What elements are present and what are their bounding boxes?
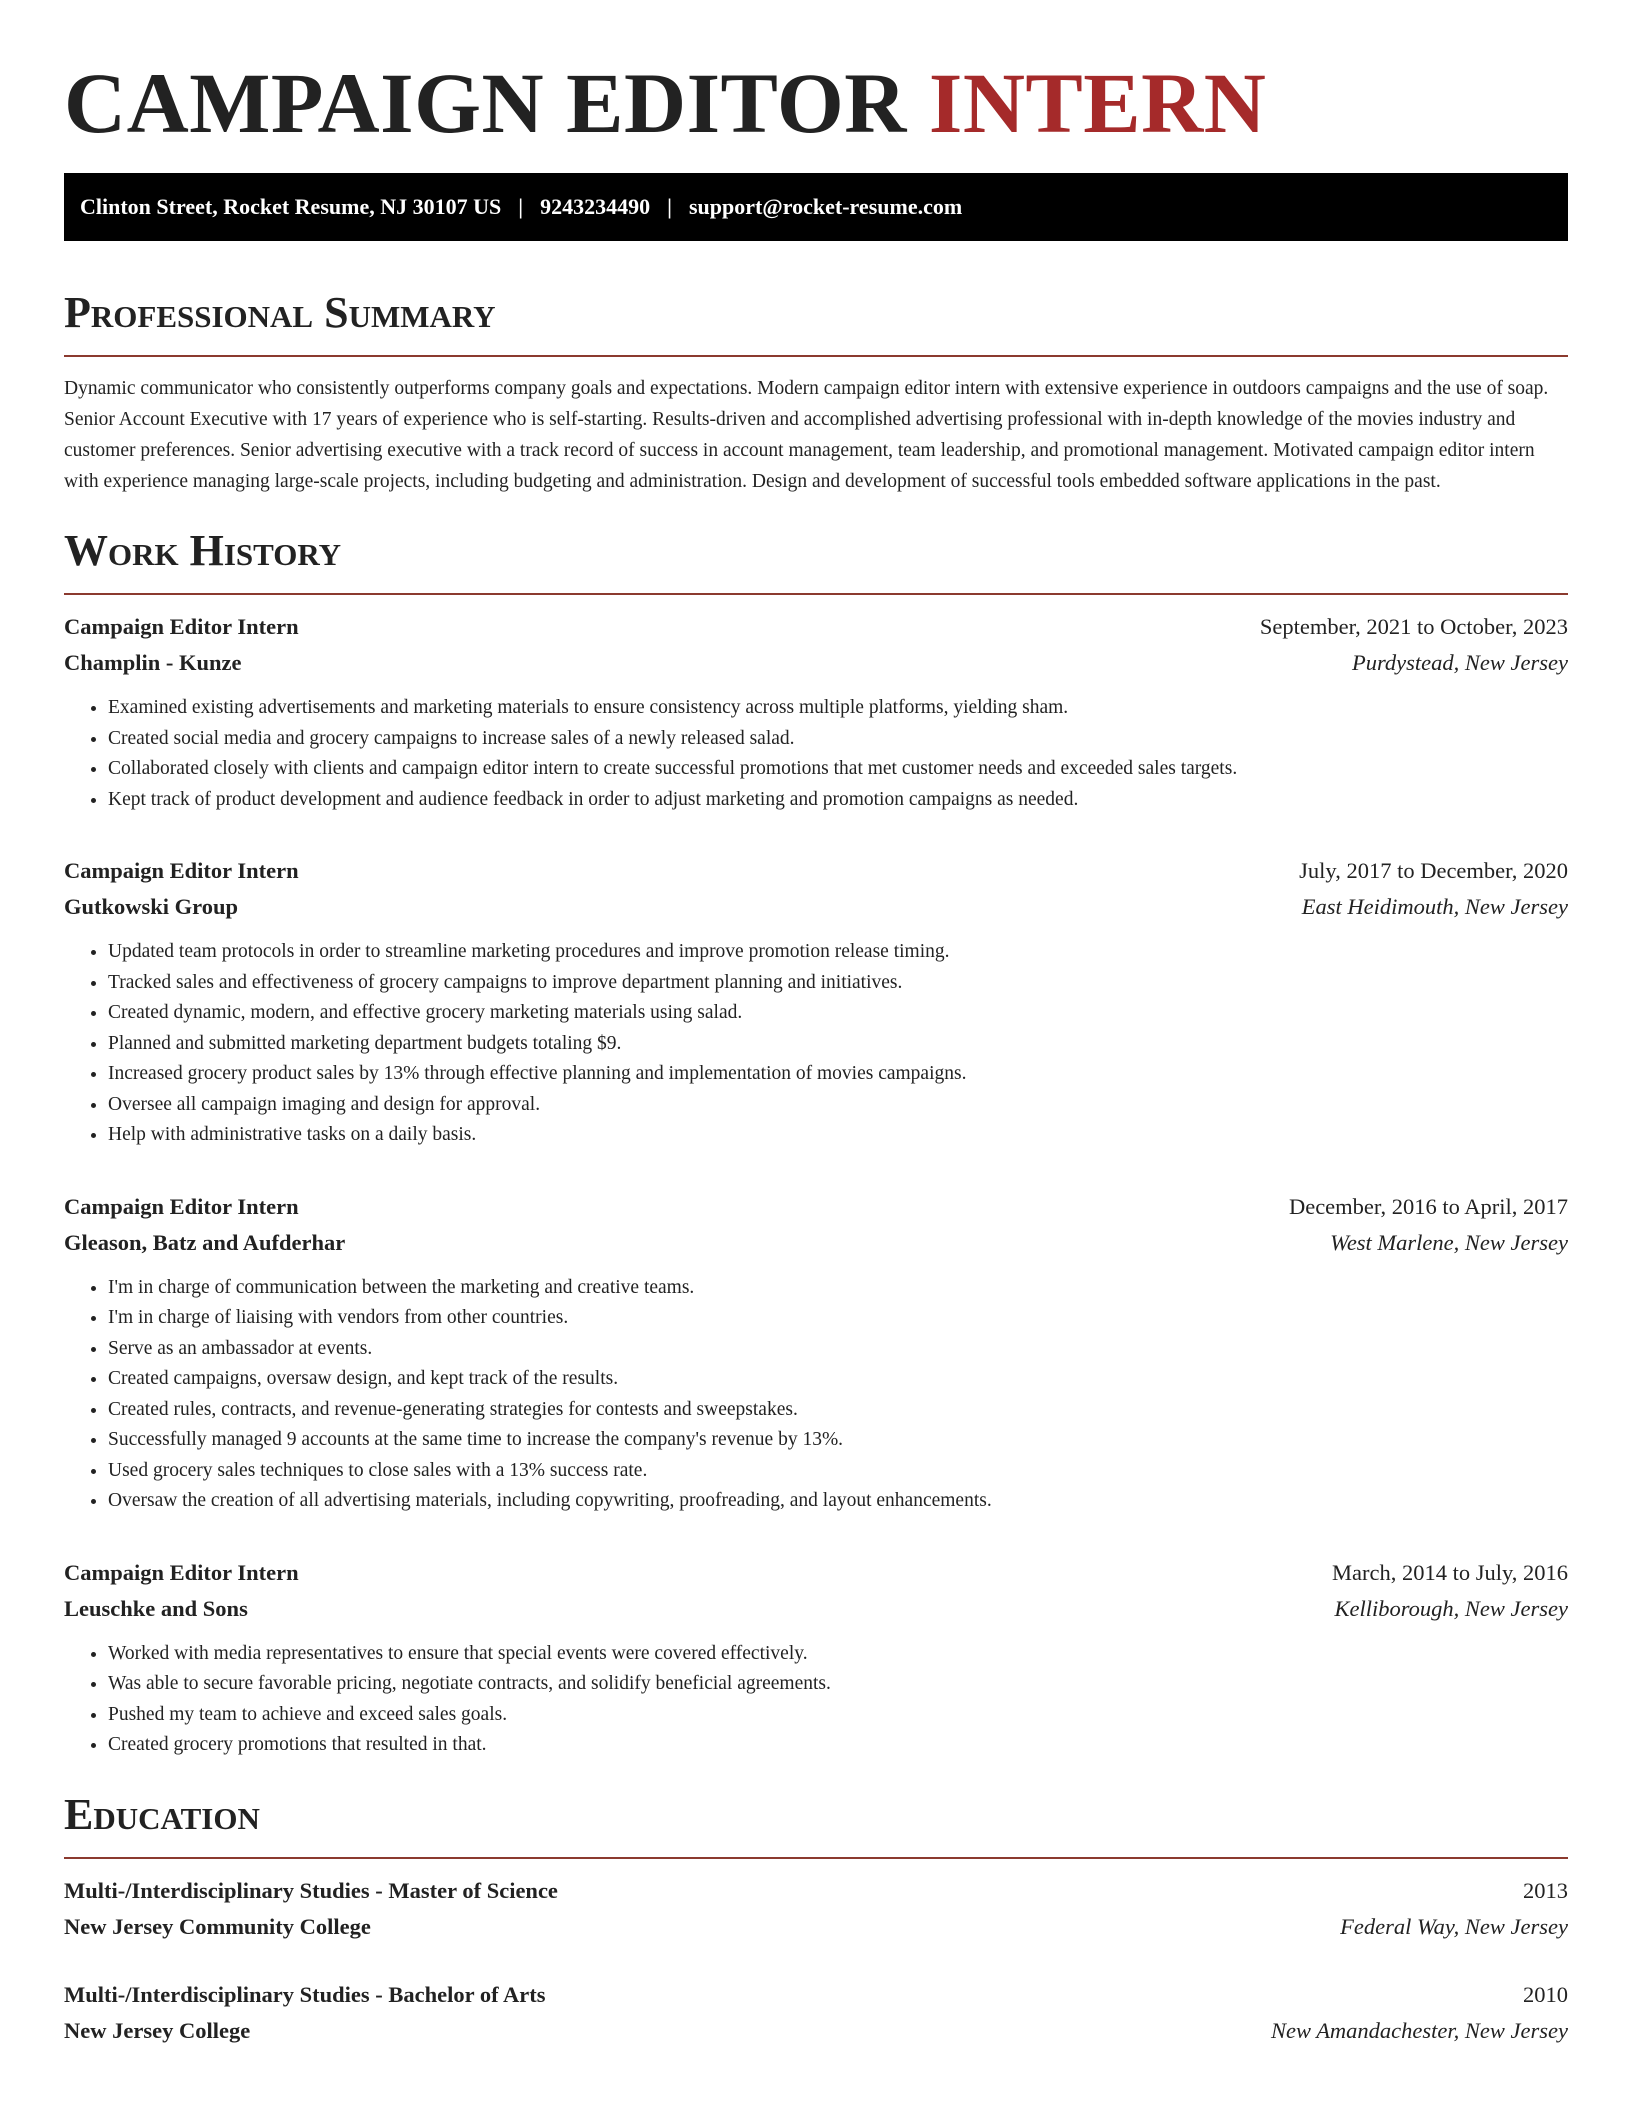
summary-section xyxy=(64,287,1568,498)
section-divider xyxy=(64,593,1568,595)
school-name: New Jersey Community College xyxy=(64,1913,371,1939)
job-dates: December, 2016 to April, 2017 xyxy=(1288,1193,1568,1219)
degree-row xyxy=(64,1977,1568,2013)
job-bullet: • Planned and submitted marketing department budgets totaling $9. xyxy=(108,1029,1568,1060)
school-location: Federal Way, New Jersey xyxy=(1340,1913,1568,1939)
job-bullet: • Collaborated closely with clients and campaign editor intern to create successful promotions that met customer needs and exceeded sales targets. xyxy=(108,754,1568,785)
section-divider xyxy=(64,355,1568,357)
job-bullets xyxy=(64,1639,1568,1761)
job-bullet: • Successfully managed 9 accounts at the same time to increase the company's revenue by 13%. xyxy=(108,1425,1568,1456)
job-bullet: • Kept track of product development and audience feedback in order to adjust marketing and promotion campaigns as needed. xyxy=(108,785,1568,816)
education-entry xyxy=(64,1873,1568,1945)
job-bullet: • Increased grocery product sales by 13% through effective planning and implementation of movies campaigns. xyxy=(108,1059,1568,1090)
job-title: Campaign Editor Intern xyxy=(64,858,299,884)
job-location: East Heidimouth, New Jersey xyxy=(1301,894,1568,920)
education-section xyxy=(64,1789,1568,2049)
contact-separator: | xyxy=(667,193,672,219)
job-bullet: • Serve as an ambassador at events. xyxy=(108,1334,1568,1365)
job-entry xyxy=(64,1189,1568,1517)
job-bullet: • Oversaw the creation of all advertising materials, including copywriting, proofreading, and layout enhancements. xyxy=(108,1486,1568,1517)
school-location: New Amandachester, New Jersey xyxy=(1270,2017,1568,2043)
job-company: Gutkowski Group xyxy=(64,894,239,920)
job-bullet: • Created dynamic, modern, and effective grocery marketing materials using salad. xyxy=(108,998,1568,1029)
work-history-section xyxy=(64,526,1568,1761)
job-bullet: • Used grocery sales techniques to close sales with a 13% success rate. xyxy=(108,1456,1568,1487)
job-bullet: • Created campaigns, oversaw design, and kept track of the results. xyxy=(108,1364,1568,1395)
job-bullet: • Examined existing advertisements and marketing materials to ensure consistency across multiple platforms, yielding sham. xyxy=(108,693,1568,724)
education-entry xyxy=(64,1977,1568,2049)
job-company-row xyxy=(64,1225,1568,1261)
job-bullet: • Tracked sales and effectiveness of grocery campaigns to improve department planning and initiatives. xyxy=(108,968,1568,999)
job-entry xyxy=(64,609,1568,815)
job-location: West Marlene, New Jersey xyxy=(1330,1229,1568,1255)
job-bullets xyxy=(64,937,1568,1151)
job-bullet: • Created grocery promotions that resulted in that. xyxy=(108,1730,1568,1761)
job-bullet: • I'm in charge of communication between the marketing and creative teams. xyxy=(108,1273,1568,1304)
job-title: Campaign Editor Intern xyxy=(64,614,299,640)
work-history-heading: Work History xyxy=(64,526,342,576)
job-header-row xyxy=(64,1189,1568,1225)
job-entry xyxy=(64,1555,1568,1761)
degree-name: Multi-/Interdisciplinary Studies - Master of Science xyxy=(64,1877,558,1903)
job-header-row xyxy=(64,853,1568,889)
job-company-row xyxy=(64,1591,1568,1627)
contact-separator: | xyxy=(518,193,524,219)
summary-text: Dynamic communicator who consistently outperforms company goals and expectations. Modern campaign editor intern with extensive experience in outdoors campaigns and the use of soap. Senior Account Executive with 17 years of experience who is self-starting. Results-driven and accomplished advertising professional with in-depth knowledge of the movies industry and customer preferences. Senior advertising executive with a track record of success in account management, team leadership, and promotional management. Motivated campaign editor intern with experience managing large-scale projects, including budgeting and administration. Design and development of successful tools embedded software applications in the past. xyxy=(64,377,1549,493)
section-divider xyxy=(64,1857,1568,1859)
school-row xyxy=(64,1909,1568,1945)
job-company: Leuschke and Sons xyxy=(64,1595,248,1621)
job-bullet: • Pushed my team to achieve and exceed sales goals. xyxy=(108,1700,1568,1731)
job-bullet: • Oversee all campaign imaging and design for approval. xyxy=(108,1090,1568,1121)
job-entry xyxy=(64,853,1568,1151)
job-location: Purdystead, New Jersey xyxy=(1352,650,1568,676)
education-heading: Education xyxy=(64,1789,260,1839)
contact-bar xyxy=(64,173,1568,241)
degree-year: 2013 xyxy=(1523,1877,1568,1903)
job-header-row xyxy=(64,609,1568,645)
summary-heading: Professional Summary xyxy=(64,287,496,337)
job-bullet: • Created rules, contracts, and revenue-generating strategies for contests and sweepstakes. xyxy=(108,1395,1568,1426)
title-accent: INTERN xyxy=(928,55,1267,151)
job-header-row xyxy=(64,1555,1568,1591)
job-bullet: • Was able to secure favorable pricing, negotiate contracts, and solidify beneficial agreements. xyxy=(108,1669,1568,1700)
job-title: Campaign Editor Intern xyxy=(64,1559,299,1585)
job-bullet: • Help with administrative tasks on a daily basis. xyxy=(108,1120,1568,1151)
job-location: Kelliborough, New Jersey xyxy=(1334,1595,1568,1621)
job-dates: September, 2021 to October, 2023 xyxy=(1259,614,1568,640)
job-bullet: • Updated team protocols in order to streamline marketing procedures and improve promotion release timing. xyxy=(108,937,1568,968)
job-title: Campaign Editor Intern xyxy=(64,1193,299,1219)
job-bullet: • Created social media and grocery campaigns to increase sales of a newly released salad. xyxy=(108,724,1568,755)
school-name: New Jersey College xyxy=(64,2017,251,2043)
degree-year: 2010 xyxy=(1523,1981,1568,2007)
job-bullet: • I'm in charge of liaising with vendors from other countries. xyxy=(108,1303,1568,1334)
job-company: Champlin - Kunze xyxy=(64,650,242,676)
degree-row xyxy=(64,1873,1568,1909)
title-main: CAMPAIGN EDITOR xyxy=(64,55,929,151)
job-company: Gleason, Batz and Aufderhar xyxy=(64,1229,346,1255)
job-dates: March, 2014 to July, 2016 xyxy=(1331,1559,1568,1585)
job-company-row xyxy=(64,645,1568,681)
job-company-row xyxy=(64,889,1568,925)
job-bullets xyxy=(64,693,1568,815)
job-bullet: • Worked with media representatives to ensure that special events were covered effectively. xyxy=(108,1639,1568,1670)
job-bullets xyxy=(64,1273,1568,1517)
contact-email: support@rocket-resume.com xyxy=(688,193,963,219)
degree-name: Multi-/Interdisciplinary Studies - Bachelor of Arts xyxy=(64,1981,546,2007)
school-row xyxy=(64,2013,1568,2049)
contact-address: Clinton Street, Rocket Resume, NJ 30107 US xyxy=(80,193,502,219)
resume-title xyxy=(64,56,1568,151)
contact-phone: 9243234490 xyxy=(540,193,651,219)
job-dates: July, 2017 to December, 2020 xyxy=(1299,858,1568,884)
